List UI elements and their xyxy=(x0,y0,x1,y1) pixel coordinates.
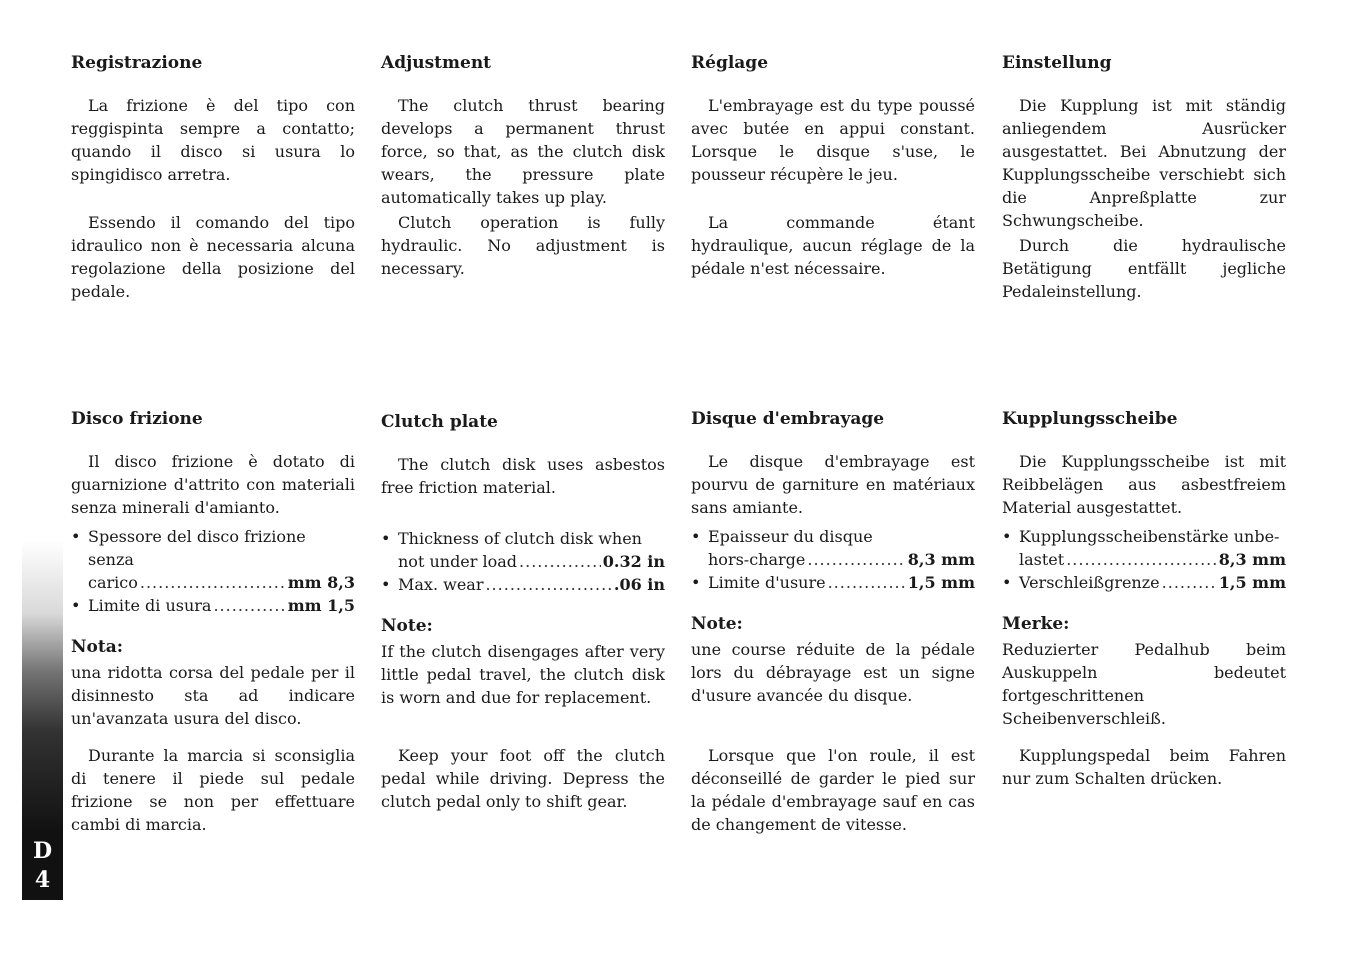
note-heading: Note: xyxy=(691,614,743,634)
spec-value: 1,5 mm xyxy=(907,573,975,592)
spec-item: • Spessore del disco frizione senza carico ..... mm 8,3 xyxy=(71,525,355,594)
spec-list xyxy=(691,525,975,594)
note-text: Reduzierter Pedalhub beim Auskuppeln bedeutet fortgeschrittenen Scheibenverschleiß. xyxy=(1002,640,1286,728)
clutch-plate-section xyxy=(71,406,355,730)
paragraph: La commande étant hydraulique, aucun réglage de la pédale n'est nécessaire. xyxy=(691,213,975,278)
spec-item: • Limite di usura ..... mm 1,5 xyxy=(71,594,355,617)
adjustment-section xyxy=(691,50,975,280)
spec-label-line: Kupplungsscheibenstärke unbe- xyxy=(1019,527,1280,546)
spec-list xyxy=(381,527,665,596)
adjustment-section xyxy=(381,50,665,280)
paragraph: Durante la marcia si sconsiglia di tenere il piede sul pedale frizione se non per effettuare cambi di marcia. xyxy=(71,746,355,834)
section-heading: Einstellung xyxy=(1002,53,1112,73)
spec-label: Max. wear xyxy=(398,575,484,594)
paragraph: Il disco frizione è dotato di guarnizione d'attrito con materiali senza minerali d'amianto. xyxy=(71,452,355,517)
driving-section xyxy=(71,744,355,836)
spec-item: • Thickness of clutch disk when not under load ..... 0.32 in xyxy=(381,527,665,573)
paragraph: La frizione è del tipo con reggispinta sempre a contatto; quando il disco si usura lo spingidisco arretra. xyxy=(71,96,355,184)
paragraph: The clutch thrust bearing develops a permanent thrust force, so that, as the clutch disk wears, the pressure plate automatically takes up play. xyxy=(381,96,665,207)
paragraph: Keep your foot off the clutch pedal while driving. Depress the clutch pedal only to shift gear. xyxy=(381,746,665,811)
spec-value: 0.32 in xyxy=(602,552,665,571)
spec-list xyxy=(1002,525,1286,594)
adjustment-section xyxy=(71,50,355,303)
note-text: une course réduite de la pédale lors du débrayage est un signe d'usure avancée du disque. xyxy=(691,640,975,705)
tab-page-number: 4 xyxy=(34,867,51,893)
spec-item: • Verschleißgrenze ..... 1,5 mm xyxy=(1002,571,1286,594)
section-heading: Réglage xyxy=(691,53,769,73)
paragraph: Durch die hydraulische Betätigung entfällt jegliche Pedaleinstellung. xyxy=(1002,236,1286,301)
note-heading: Merke: xyxy=(1002,614,1070,634)
thumb-tab-shading xyxy=(22,540,63,833)
driving-section xyxy=(1002,744,1286,790)
spec-label: Limite d'usure xyxy=(708,573,826,592)
paragraph: Lorsque que l'on roule, il est déconseillé de garder le pied sur la pédale d'embrayage sauf en cas de changement de vitesse. xyxy=(691,746,975,834)
section-heading: Kupplungsscheibe xyxy=(1002,409,1178,429)
note-heading: Nota: xyxy=(71,637,124,657)
clutch-plate-section xyxy=(381,409,665,709)
section-heading: Adjustment xyxy=(381,53,492,73)
section-heading: Clutch plate xyxy=(381,412,498,432)
spec-value: 8,3 mm xyxy=(907,550,975,569)
driving-section xyxy=(381,744,665,813)
note-heading: Note: xyxy=(381,616,433,636)
spec-list xyxy=(71,525,355,617)
spec-label: Limite di usura xyxy=(88,596,212,615)
paragraph: Clutch operation is fully hydraulic. No adjustment is necessary. xyxy=(381,213,665,278)
note-text: una ridotta corsa del pedale per il disinnesto sta ad indicare un'avanzata usura del disco. xyxy=(71,663,355,728)
spec-item: • Max. wear ..... .06 in xyxy=(381,573,665,596)
spec-value: mm 8,3 xyxy=(287,573,355,592)
section-heading: Disque d'embrayage xyxy=(691,409,885,429)
spec-label-line: Spessore del disco frizione senza xyxy=(88,527,306,569)
section-heading: Disco frizione xyxy=(71,409,203,429)
driving-section xyxy=(691,744,975,836)
spec-label: Verschleißgrenze xyxy=(1019,573,1160,592)
paragraph: Kupplungspedal beim Fahren nur zum Schalten drücken. xyxy=(1002,746,1286,788)
spec-item: • Kupplungsscheibenstärke unbe- lastet ..... 8,3 mm xyxy=(1002,525,1286,571)
clutch-plate-section xyxy=(1002,406,1286,730)
spec-label-line: Thickness of clutch disk when xyxy=(398,529,642,548)
spec-value: .06 in xyxy=(613,575,665,594)
spec-value: 1,5 mm xyxy=(1218,573,1286,592)
adjustment-section xyxy=(1002,50,1286,303)
section-heading: Registrazione xyxy=(71,53,203,73)
paragraph: Le disque d'embrayage est pourvu de garniture en matériaux sans amiante. xyxy=(691,452,975,517)
paragraph: L'embrayage est du type poussé avec butée en appui constant. Lorsque le disque s'use, le pousseur récupère le jeu. xyxy=(691,96,975,184)
section-tab xyxy=(22,833,63,900)
spec-label-line: Epaisseur du disque xyxy=(708,527,873,546)
paragraph: Essendo il comando del tipo idraulico non è necessaria alcuna regolazione della posizione del pedale. xyxy=(71,213,355,301)
paragraph: The clutch disk uses asbestos free friction material. xyxy=(381,455,665,497)
spec-item: • Limite d'usure ..... 1,5 mm xyxy=(691,571,975,594)
paragraph: Die Kupplungsscheibe ist mit Reibbelägen aus asbestfreiem Material ausgestattet. xyxy=(1002,452,1286,517)
spec-value: mm 1,5 xyxy=(287,596,355,615)
spec-value: 8,3 mm xyxy=(1218,550,1286,569)
note-text: If the clutch disengages after very little pedal travel, the clutch disk is worn and due for replacement. xyxy=(381,642,665,707)
spec-item: • Epaisseur du disque hors-charge ..... 8,3 mm xyxy=(691,525,975,571)
clutch-plate-section xyxy=(691,406,975,707)
paragraph: Die Kupplung ist mit ständig anliegendem Ausrücker ausgestattet. Bei Abnutzung der Kupplungsscheibe verschiebt sich die Anpreßplatte zur Schwungscheibe. xyxy=(1002,96,1286,230)
tab-section-letter: D xyxy=(32,838,53,864)
